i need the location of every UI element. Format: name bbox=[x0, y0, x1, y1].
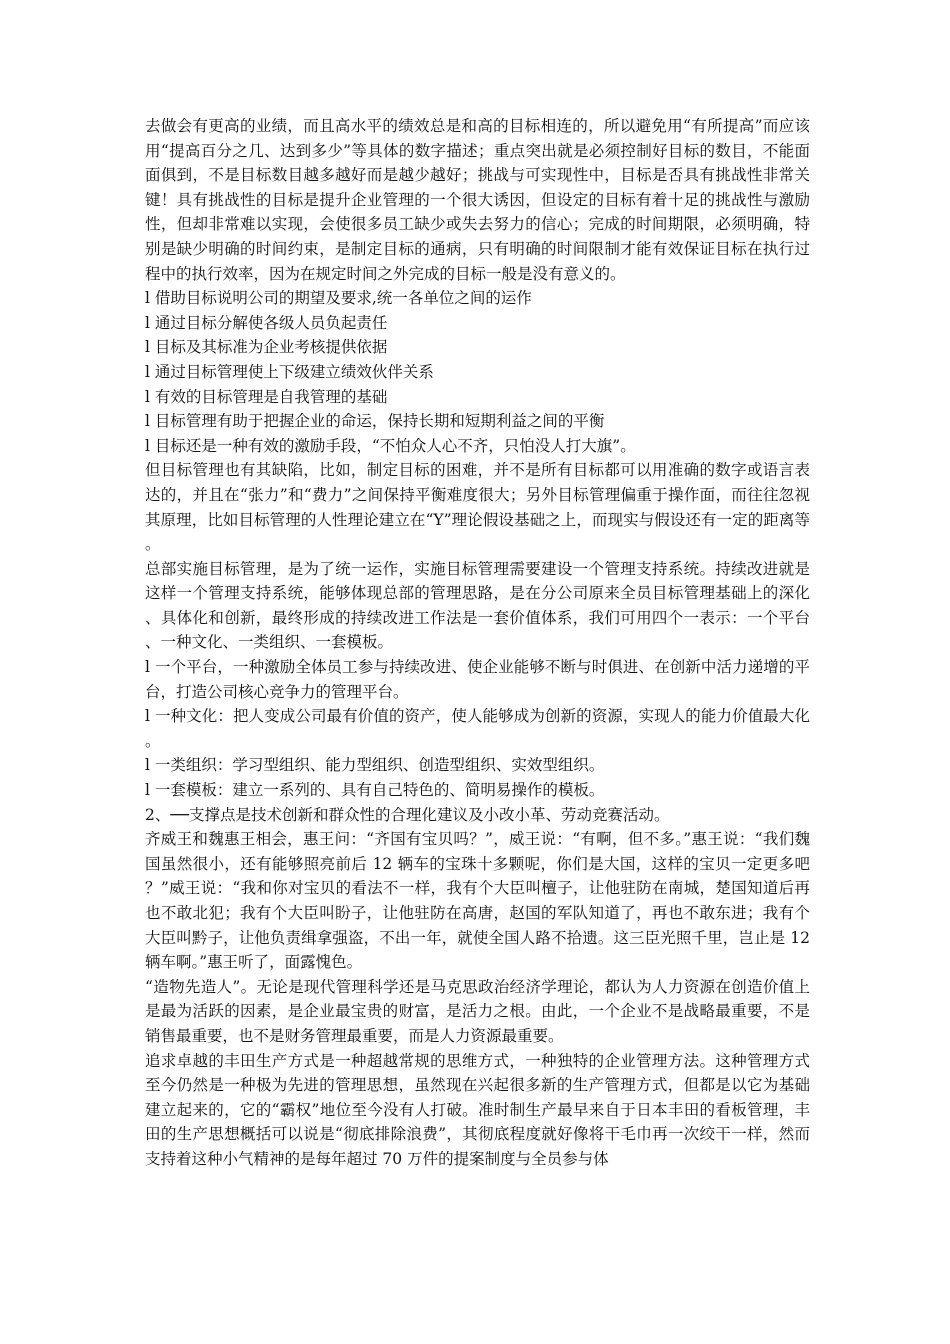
paragraph-goal-criteria: 去做会有更高的业绩，而且高水平的绩效总是和高的目标相连的，所以避免用“有所提高”而应该用“提高百分之几、达到多少”等具体的数字描述；重点突出就是必须控制好目标的数目，不能面面俱到，不是目标数目越多越好而是越少越好；挑战与可实现性中，目标是否具有挑战性非常关键！具有挑战性的目标是提升企业管理的一个很大诱因，但设定的目标有着十足的挑战性与激励性，但却非常难以实现，会使很多员工缺少或失去努力的信心；完成的时间期限，必须明确，特别是缺少明确的时间约束，是制定目标的通病，只有明确的时间限制才能有效保证目标在执行过程中的执行效率，因为在规定时间之外完成的目标一般是没有意义的。 bbox=[145, 117, 810, 283]
bullet-culture: l 一种文化：把人变成公司最有价值的资产，使人能够成为创新的资源，实现人的能力价值最大化。 bbox=[145, 707, 810, 750]
bullet-incentive: l 目标还是一种有效的激励手段，“不怕众人心不齐，只怕没人打大旗”。 bbox=[145, 436, 636, 455]
bullet-self-management: l 有效的目标管理是自我管理的基础 bbox=[145, 387, 388, 406]
paragraph-drawbacks: 但目标管理也有其缺陷，比如，制定目标的困难，并不是所有目标都可以用准确的数字或语言表达的，并且在“张力”和“费力”之间保持平衡难度很大；另外目标管理偏重于操作面，而往往忽视其原理，比如目标管理的人性理论建立在“Y”理论假设基础之上，而现实与假设还有一定的距离等。 bbox=[145, 461, 810, 554]
bullet-organization: l 一类组织：学习型组织、能力型组织、创造型组织、实效型组织。 bbox=[145, 756, 605, 775]
bullet-platform: l 一个平台，一种激励全体员工参与持续改进、使企业能够不断与时俱进、在创新中活力递增的平台，打造公司核心竞争力的管理平台。 bbox=[145, 658, 810, 701]
section-heading-2: 2、──支撑点是技术创新和群众性的合理化建议及小改小革、劳动竞赛活动。 bbox=[145, 805, 670, 824]
bullet-template: l 一套模板：建立一系列的、具有自己特色的、简明易操作的模板。 bbox=[145, 781, 605, 800]
document-body bbox=[145, 114, 810, 1172]
paragraph-toyota: 追求卓越的丰田生产方式是一种超越常规的思维方式，一种独特的企业管理方法。这种管理方式至今仍然是一种极为先进的管理思想，虽然现在兴起很多新的生产管理方式，但都是以它为基础建立起来的，它的“霸权”地位至今没有人打破。准时制生产最早来自于日本丰田的看板管理，丰田的生产思想概括可以说是“彻底排除浪费”，其彻底程度就好像将干毛巾再一次绞干一样，然而支持着这种小气精神的是每年超过 70 万件的提案制度与全员参与体 bbox=[145, 1051, 810, 1168]
paragraph-support-system: 总部实施目标管理，是为了统一运作，实施目标管理需要建设一个管理支持系统。持续改进就是这样一个管理支持系统，能够体现总部的管理思路，是在分公司原来全员目标管理基础上的深化、具体化和创新，最终形成的持续改进工作法是一套价值体系，我们可用四个一表示：一个平台、一种文化、一类组织、一套模板。 bbox=[145, 559, 810, 652]
bullet-balance-interests: l 目标管理有助于把握企业的命运，保持长期和短期利益之间的平衡 bbox=[145, 412, 605, 431]
paragraph-people-first: “造物先造人”。无论是现代管理科学还是马克思政治经济学理论，都认为人力资源在创造价值上是最为活跃的因素，是企业最宝贵的财富，是活力之根。由此，一个企业不是战略最重要，不是销售最重要，也不是财务管理最重要，而是人力资源最重要。 bbox=[145, 977, 810, 1045]
bullet-unify-operations: l 借助目标说明公司的期望及要求,统一各单位之间的运作 bbox=[145, 289, 532, 308]
bullet-assessment-basis: l 目标及其标准为企业考核提供依据 bbox=[145, 338, 388, 357]
bullet-performance-partnership: l 通过目标管理使上下级建立绩效伙伴关系 bbox=[145, 362, 434, 381]
paragraph-story-treasures: 齐威王和魏惠王相会，惠王问：“齐国有宝贝吗？”，威王说：“有啊，但不多。”惠王说：“我们魏国虽然很小，还有能够照亮前后 12 辆车的宝珠十多颗呢，你们是大国，这样的宝贝一定更多吧？”威王说：“我和你对宝贝的看法不一样，我有个大臣叫檀子，让他驻防在南城，楚国知道后再也不敢北犯；我有个大臣叫盼子，让他驻防在高唐，赵国的军队知道了，再也不敢东进；我有个大臣叫黔子，让他负责缉拿强盗，不出一年，就使全国人路不拾遗。这三臣光照千里，岂止是 12 辆车啊。”惠王听了，面露愧色。 bbox=[145, 830, 810, 972]
bullet-responsibility: l 通过目标分解使各级人员负起责任 bbox=[145, 313, 388, 332]
